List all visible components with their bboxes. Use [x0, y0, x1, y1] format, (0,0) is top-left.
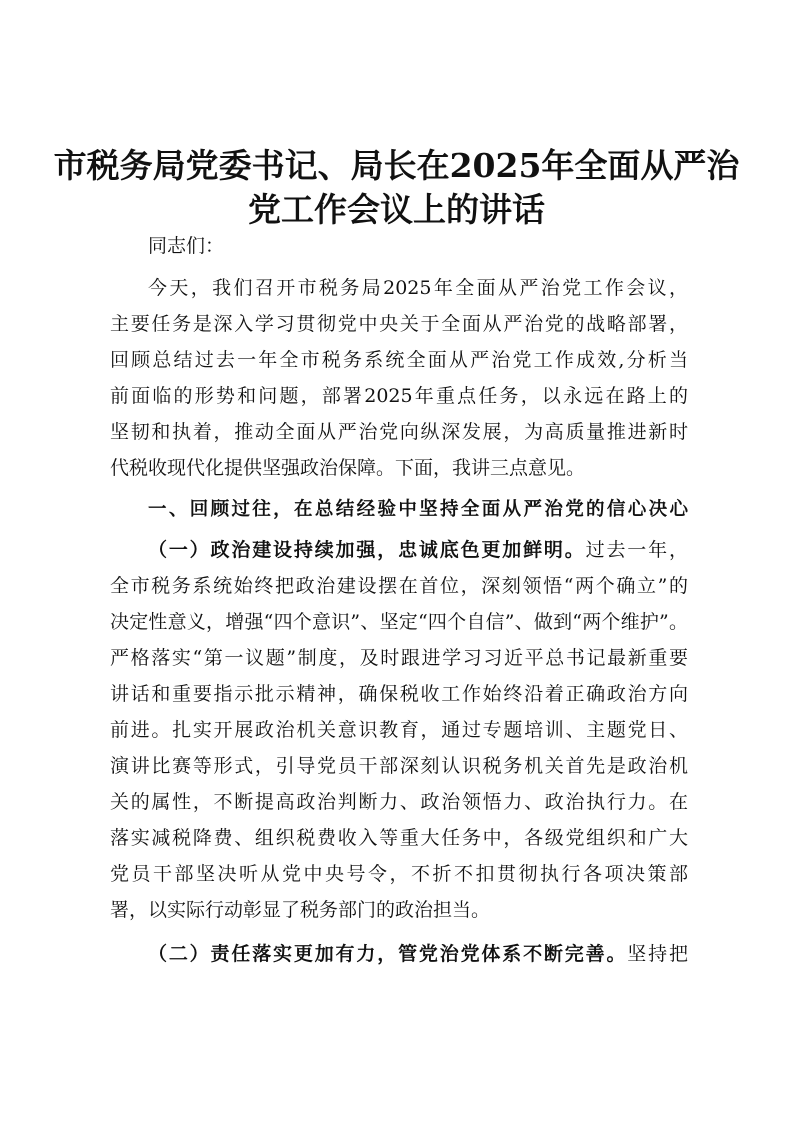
body-line: 落实减税降费、组织税费收入等重大任务中，各级党组织和广大 [110, 827, 688, 849]
body-line: 全市税务系统始终把政治建设摆在首位，深刻领悟“两个确立”的 [110, 575, 688, 597]
document-title-line-2: 党工作会议上的讲话 [248, 190, 545, 229]
salutation: 同志们： [148, 235, 225, 257]
document-title-line-1: 市税务局党委书记、局长在2025年全面从严治 [53, 146, 740, 185]
intro-line: 回顾总结过去一年全市税务系统全面从严治党工作成效,分析当 [110, 349, 688, 371]
body-line: 前进。扎实开展政治机关意识教育，通过专题培训、主题党日、 [110, 719, 688, 741]
subsection-heading-2: （二）责任落实更加有力，管党治党体系不断完善。 [148, 943, 628, 965]
body-line: 署，以实际行动彰显了税务部门的政治担当。 [110, 899, 491, 921]
subsection-heading-1: （一）政治建设持续加强，忠诚底色更加鲜明。 [148, 539, 586, 561]
body-line: 演讲比赛等形式，引导党员干部深刻认识税务机关首先是政治机 [110, 755, 688, 777]
body-line: 讲话和重要指示批示精神，确保税收工作始终沿着正确政治方向 [110, 683, 688, 705]
subsection-2-text-start: 坚持把 [627, 943, 688, 965]
subsection-2-first-line [148, 936, 688, 972]
body-line: 党员干部坚决听从党中央号令，不折不扣贯彻执行各项决策部 [110, 863, 688, 885]
body-line: 严格落实“第一议题”制度，及时跟进学习习近平总书记最新重要 [110, 647, 688, 669]
body-line: 关的属性，不断提高政治判断力、政治领悟力、政治执行力。在 [110, 791, 688, 813]
intro-line: 前面临的形势和问题，部署2025年重点任务，以永远在路上的 [110, 385, 688, 407]
subsection-1-first-line [148, 532, 688, 568]
body-line: 决定性意义，增强“四个意识”、坚定“四个自信”、做到“两个维护”。 [110, 611, 688, 633]
intro-line: 代税收现代化提供坚强政治保障。下面，我讲三点意见。 [110, 457, 586, 479]
intro-line: 坚韧和执着，推动全面从严治党向纵深发展，为高质量推进新时 [110, 421, 688, 443]
subsection-1-text-start: 过去一年， [585, 539, 688, 561]
intro-line: 主要任务是深入学习贯彻党中央关于全面从严治党的战略部署， [110, 313, 688, 335]
section-heading-1: 一、回顾过往，在总结经验中坚持全面从严治党的信心决心 [148, 499, 688, 520]
intro-line: 今天，我们召开市税务局2025年全面从严治党工作会议， [148, 277, 688, 299]
